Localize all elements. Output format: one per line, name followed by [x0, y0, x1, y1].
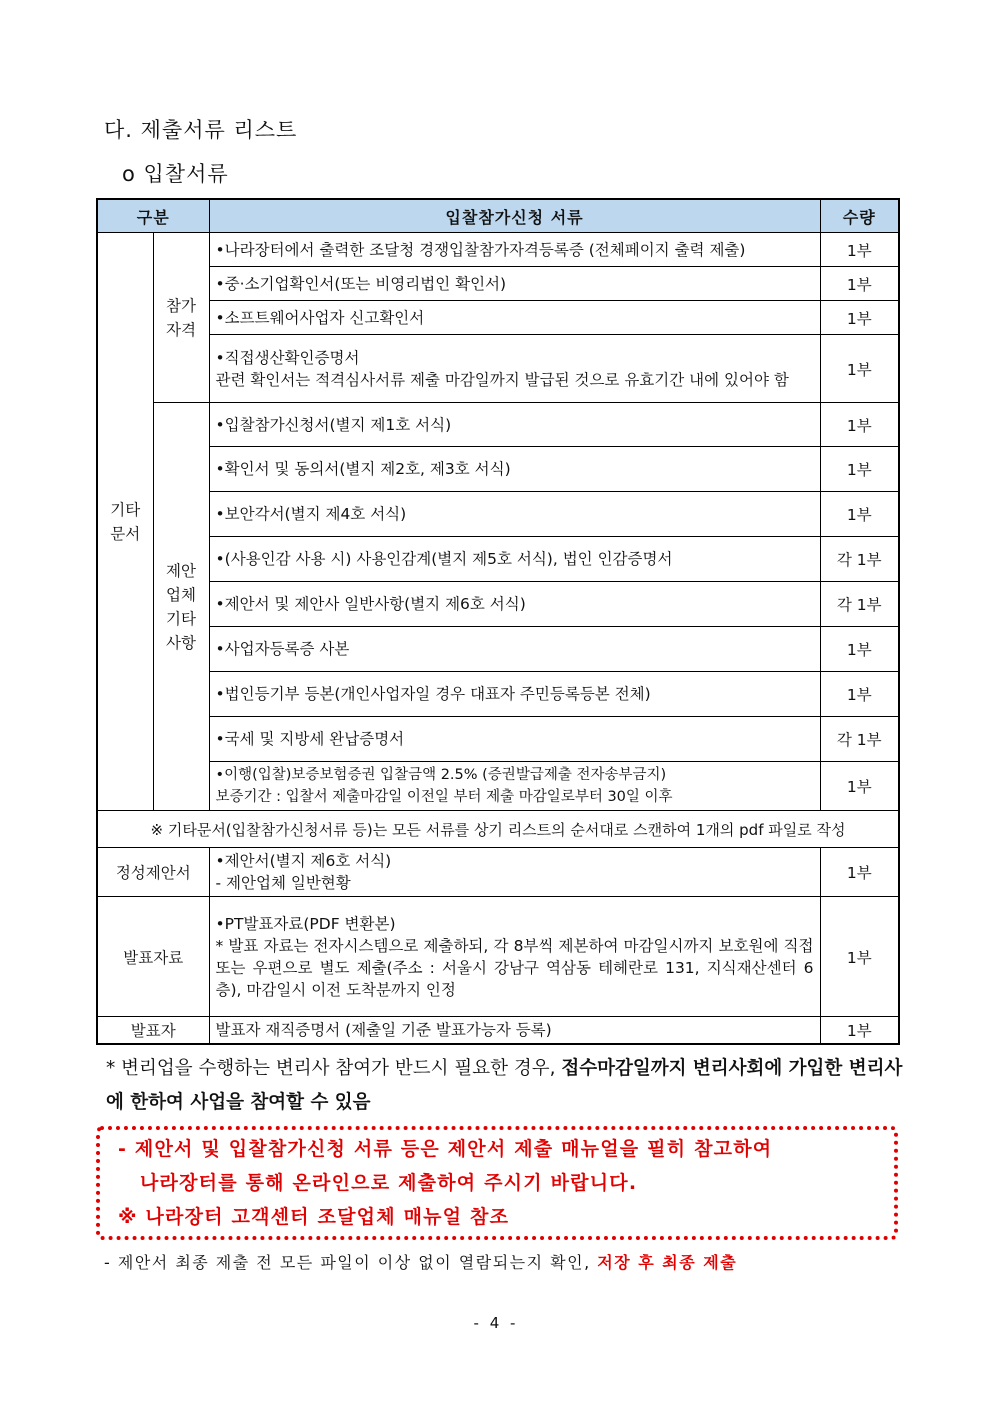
patent-attorney-notice: [106, 1052, 906, 1120]
table-row: [97, 537, 899, 582]
table-row: [97, 335, 899, 403]
notice-plain: * 변리업을 수행하는 변리사 참여가 반드시 필요한 경우,: [106, 1058, 562, 1079]
subgroup-other: 제안 업체 기타 사항: [153, 403, 209, 811]
final-note-emphasis: 저장 후 최종 제출: [597, 1253, 738, 1272]
notice-bold: 접수마감일까지 변리사회에 가입한 변리사에 한하여 사업을 참여할 수 있음: [106, 1058, 903, 1113]
doc-cell: •사업자등록증 사본: [209, 627, 820, 672]
qty-cell: 1부: [820, 672, 899, 717]
documents-table: [96, 198, 900, 1045]
doc-cell: 발표자 재직증명서 (제출일 기준 발표가능자 등록): [209, 1017, 820, 1045]
doc-cell: •나라장터에서 출력한 조달청 경쟁입찰참가자격등록증 (전체페이지 출력 제출): [209, 233, 820, 267]
doc-cell: •직접생산확인증명서 관련 확인서는 적격심사서류 제출 마감일까지 발급된 것으로 유효기간 내에 있어야 함: [209, 335, 820, 403]
group-etc-docs: 기타 문서: [97, 233, 153, 811]
table-row: [97, 492, 899, 537]
doc-cell: •중·소기업확인서(또는 비영리법인 확인서): [209, 267, 820, 301]
table-row: [97, 301, 899, 335]
table-row: [97, 762, 899, 811]
qty-cell: 1부: [820, 492, 899, 537]
section-heading: 다. 제출서류 리스트: [104, 118, 298, 142]
section-subheading: o 입찰서류: [122, 162, 229, 186]
warning-line-2: 나라장터를 통해 온라인으로 제출하여 주시기 바랍니다.: [140, 1172, 638, 1194]
qty-cell: 1부: [820, 762, 899, 811]
doc-cell: •소프트웨어사업자 신고확인서: [209, 301, 820, 335]
table-row: [97, 267, 899, 301]
doc-cell: •이행(입찰)보증보험증권 입찰금액 2.5% (증권발급제출 전자송부금지) 보증기간 : 입찰서 제출마감일 이전일 부터 제출 마감일로부터 30일 이후: [209, 762, 820, 811]
qty-cell: 1부: [820, 233, 899, 267]
qualitative-label: 정성제안서: [97, 848, 209, 897]
table-row: [97, 1017, 899, 1045]
qty-cell: 각 1부: [820, 537, 899, 582]
doc-cell: •입찰참가신청서(별지 제1호 서식): [209, 403, 820, 447]
final-note-plain: - 제안서 최종 제출 전 모든 파일이 이상 없이 열람되는지 확인,: [104, 1253, 598, 1272]
qty-cell: 각 1부: [820, 582, 899, 627]
warning-line-3: ※ 나라장터 고객센터 조달업체 매뉴얼 참조: [118, 1206, 510, 1228]
qty-cell: 1부: [820, 447, 899, 492]
qty-cell: 1부: [820, 301, 899, 335]
submission-warning-box: [96, 1126, 898, 1240]
header-category: 구분: [97, 199, 209, 233]
presenter-label: 발표자: [97, 1017, 209, 1045]
qty-cell: 1부: [820, 897, 899, 1017]
header-quantity: 수량: [820, 199, 899, 233]
table-row: [97, 717, 899, 762]
table-row: [97, 447, 899, 492]
qty-cell: 1부: [820, 267, 899, 301]
warning-line-1: - 제안서 및 입찰참가신청 서류 등은 제안서 제출 매뉴얼을 필히 참고하여: [118, 1138, 773, 1160]
table-header-row: [97, 199, 899, 233]
qty-cell: 1부: [820, 627, 899, 672]
doc-cell: •제안서 및 제안사 일반사항(별지 제6호 서식): [209, 582, 820, 627]
final-check-note: [104, 1250, 737, 1273]
qty-cell: 1부: [820, 1017, 899, 1045]
qty-cell: 1부: [820, 335, 899, 403]
scan-note: ※ 기타문서(입찰참가신청서류 등)는 모든 서류를 상기 리스트의 순서대로 스캔하여 1개의 pdf 파일로 작성: [97, 811, 899, 848]
doc-cell: •보안각서(별지 제4호 서식): [209, 492, 820, 537]
doc-cell: •국세 및 지방세 완납증명서: [209, 717, 820, 762]
qty-cell: 1부: [820, 403, 899, 447]
presentation-label: 발표자료: [97, 897, 209, 1017]
table-row: [97, 582, 899, 627]
doc-cell: •PT발표자료(PDF 변환본) * 발표 자료는 전자시스템으로 제출하되, 각 8부씩 제본하여 마감일시까지 보호원에 직접 또는 우편으로 별도 제출(주소 : 서울시 강남구 역삼동 테헤란로 131, 지식재산센터 6층), 마감일시 이전 도착분까지 인정: [209, 897, 820, 1017]
subgroup-participation: 참가 자격: [153, 233, 209, 403]
header-documents: 입찰참가신청 서류: [209, 199, 820, 233]
table-note-row: [97, 811, 899, 848]
table-row: [97, 233, 899, 267]
table-row: [97, 403, 899, 447]
qty-cell: 각 1부: [820, 717, 899, 762]
qty-cell: 1부: [820, 848, 899, 897]
table-row: [97, 897, 899, 1017]
doc-cell: •(사용인감 사용 시) 사용인감계(별지 제5호 서식), 법인 인감증명서: [209, 537, 820, 582]
doc-cell: •제안서(별지 제6호 서식) - 제안업체 일반현황: [209, 848, 820, 897]
table-row: [97, 848, 899, 897]
table-row: [97, 627, 899, 672]
doc-cell: •법인등기부 등본(개인사업자일 경우 대표자 주민등록등본 전체): [209, 672, 820, 717]
page-number: - 4 -: [473, 1314, 519, 1332]
doc-cell: •확인서 및 동의서(별지 제2호, 제3호 서식): [209, 447, 820, 492]
table-row: [97, 672, 899, 717]
